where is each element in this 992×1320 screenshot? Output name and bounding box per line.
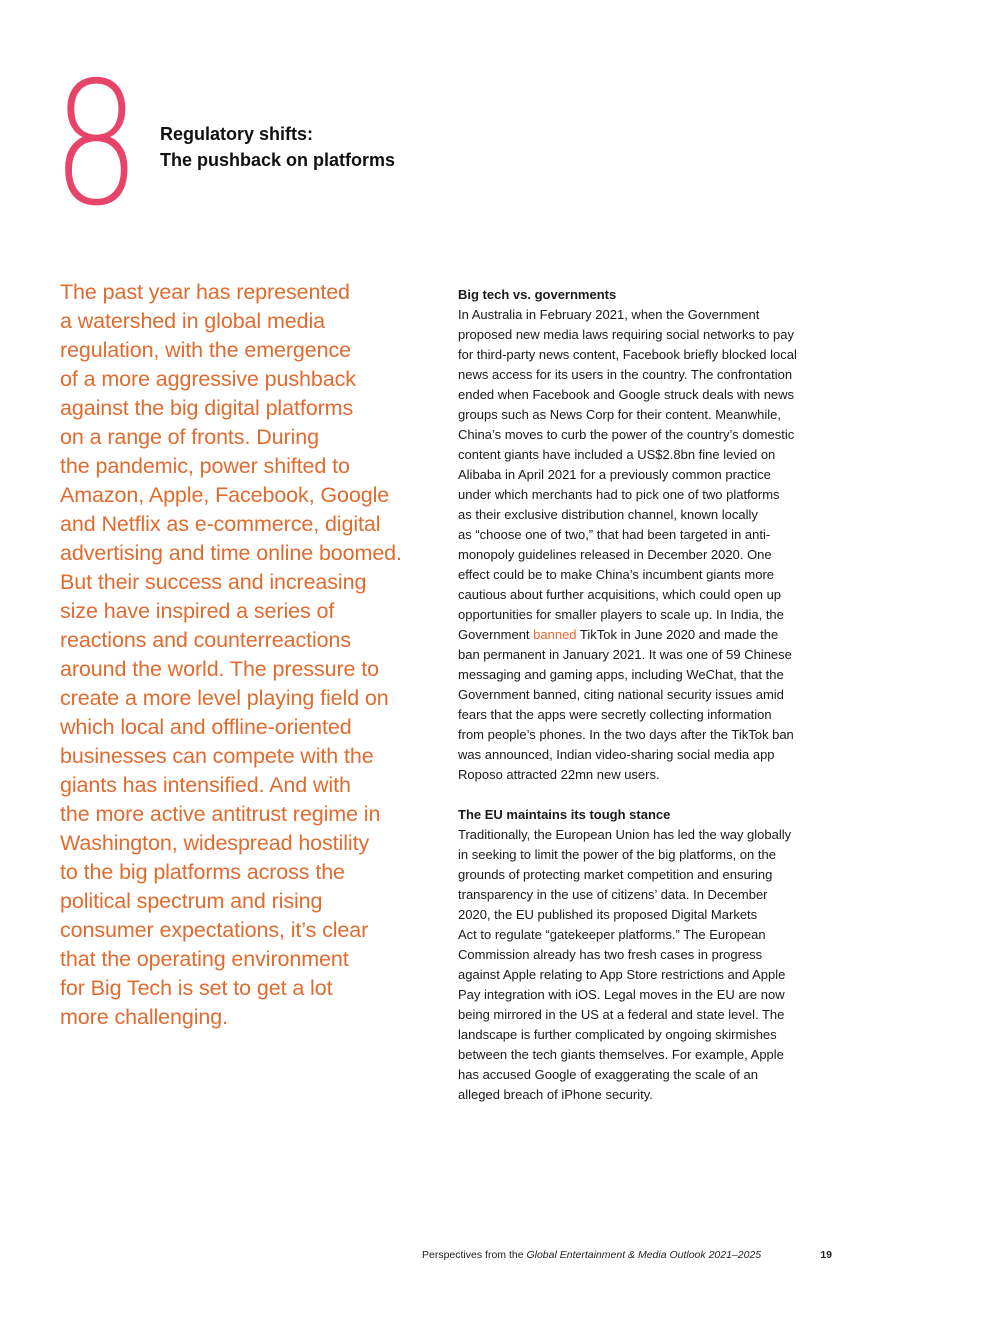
text-line: Washington, widespread hostility: [60, 831, 370, 855]
text-line: In Australia in February 2021, when the Government: [458, 307, 760, 322]
text-line: in seeking to limit the power of the big platforms, on the: [458, 847, 776, 862]
text-line: fears that the apps were secretly collecting information: [458, 707, 772, 722]
text-line: that the operating environment: [60, 947, 349, 971]
text-line: effect could be to make China’s incumbent giants more: [458, 567, 775, 582]
text-line: ended when Facebook and Google struck deals with news: [458, 387, 795, 402]
text-line: China’s moves to curb the power of the country’s domestic: [458, 427, 795, 442]
text-line: 2020, the EU published its proposed Digital Markets: [458, 907, 758, 922]
text-line: more challenging.: [60, 1005, 229, 1029]
text-fragment: TikTok in June 2020 and made the: [576, 627, 779, 642]
text-line: of a more aggressive pushback: [60, 367, 356, 391]
text-line: Traditionally, the European Union has led the way globally: [458, 827, 792, 842]
footer-prefix: Perspectives from the: [422, 1249, 527, 1261]
text-line: Alibaba in April 2021 for a previously common practice: [458, 467, 771, 482]
text-line: [458, 625, 838, 645]
text-line: landscape is further complicated by ongoing skirmishes: [458, 1027, 777, 1042]
text-line: Roposo attracted 22mn new users.: [458, 767, 660, 782]
text-line: for Big Tech is set to get a lot: [60, 976, 333, 1000]
text-line: as “choose one of two,” that had been targeted in anti-: [458, 527, 771, 542]
article-column: [458, 285, 838, 1105]
text-line: which local and offline-oriented: [60, 715, 352, 739]
text-fragment: Government: [458, 627, 534, 642]
text-line: opportunities for smaller players to scale up. In India, the: [458, 607, 784, 622]
paragraph-big-tech: [458, 305, 838, 625]
text-line: being mirrored in the US at a federal and state level. The: [458, 1007, 785, 1022]
text-line: Government banned, citing national security issues amid: [458, 687, 784, 702]
paragraph-eu: [458, 825, 838, 1105]
text-line: Act to regulate “gatekeeper platforms.” The European: [458, 927, 766, 942]
text-line: as their exclusive distribution channel, known locally: [458, 507, 758, 522]
text-line: against Apple relating to App Store restrictions and Apple: [458, 967, 786, 982]
text-line: groups such as News Corp for their content. Meanwhile,: [458, 407, 781, 422]
text-line: and Netflix as e-commerce, digital: [60, 512, 381, 536]
text-line: alleged breach of iPhone security.: [458, 1087, 653, 1102]
text-line: monopoly guidelines released in December 2020. One: [458, 547, 772, 562]
paragraph-big-tech-link-line: [458, 625, 838, 645]
section-title-line-1: Regulatory shifts:: [160, 124, 314, 144]
text-line: political spectrum and rising: [60, 889, 323, 913]
text-line: transparency in the use of citizens’ data. In December: [458, 887, 768, 902]
text-line: against the big digital platforms: [60, 396, 354, 420]
section-number: 8: [52, 46, 138, 244]
text-line: The past year has represented: [60, 280, 350, 304]
section-heading-big-tech: Big tech vs. governments: [458, 287, 617, 302]
text-line: content giants have included a US$2.8bn fine levied on: [458, 447, 776, 462]
text-line: consumer expectations, it’s clear: [60, 918, 369, 942]
text-line: between the tech giants themselves. For example, Apple: [458, 1047, 784, 1062]
page-footer: [422, 1248, 832, 1262]
lead-paragraph: [60, 278, 445, 1032]
text-line: under which merchants had to pick one of two platforms: [458, 487, 780, 502]
text-line: But their success and increasing: [60, 570, 367, 594]
text-line: create a more level playing field on: [60, 686, 389, 710]
text-line: size have inspired a series of: [60, 599, 335, 623]
text-line: advertising and time online boomed.: [60, 541, 402, 565]
text-line: Amazon, Apple, Facebook, Google: [60, 483, 390, 507]
footer-publication: Global Entertainment & Media Outlook 2021–2025: [526, 1249, 762, 1261]
text-line: the pandemic, power shifted to: [60, 454, 350, 478]
section-title-line-2: The pushback on platforms: [160, 150, 396, 170]
text-line: Commission already has two fresh cases in progress: [458, 947, 763, 962]
text-line: Pay integration with iOS. Legal moves in the EU are now: [458, 987, 785, 1002]
paragraph-spacer: [458, 785, 838, 805]
text-line: ban permanent in January 2021. It was one of 59 Chinese: [458, 647, 792, 662]
section-heading-eu: The EU maintains its tough stance: [458, 807, 671, 822]
paragraph-big-tech-continued: [458, 645, 838, 785]
text-line: the more active antitrust regime in: [60, 802, 381, 826]
text-line: on a range of fronts. During: [60, 425, 319, 449]
text-line: businesses can compete with the: [60, 744, 374, 768]
text-line: was announced, Indian video-sharing social media app: [458, 747, 775, 762]
banned-link[interactable]: banned: [533, 627, 577, 642]
text-line: a watershed in global media: [60, 309, 326, 333]
text-line: news access for its users in the country. The confrontation: [458, 367, 793, 382]
text-line: reactions and counterreactions: [60, 628, 352, 652]
text-line: has accused Google of exaggerating the scale of an: [458, 1067, 758, 1082]
text-line: regulation, with the emergence: [60, 338, 352, 362]
text-line: to the big platforms across the: [60, 860, 345, 884]
text-line: for third-party news content, Facebook briefly blocked local: [458, 347, 797, 362]
text-line: proposed new media laws requiring social networks to pay: [458, 327, 795, 342]
text-line: around the world. The pressure to: [60, 657, 379, 681]
text-line: messaging and gaming apps, including WeChat, that the: [458, 667, 784, 682]
text-line: from people’s phones. In the two days after the TikTok ban: [458, 727, 794, 742]
text-line: cautious about further acquisitions, which could open up: [458, 587, 782, 602]
text-line: giants has intensified. And with: [60, 773, 351, 797]
page-number: 19: [820, 1249, 832, 1261]
section-title: [160, 121, 395, 173]
text-line: grounds of protecting market competition and ensuring: [458, 867, 773, 882]
